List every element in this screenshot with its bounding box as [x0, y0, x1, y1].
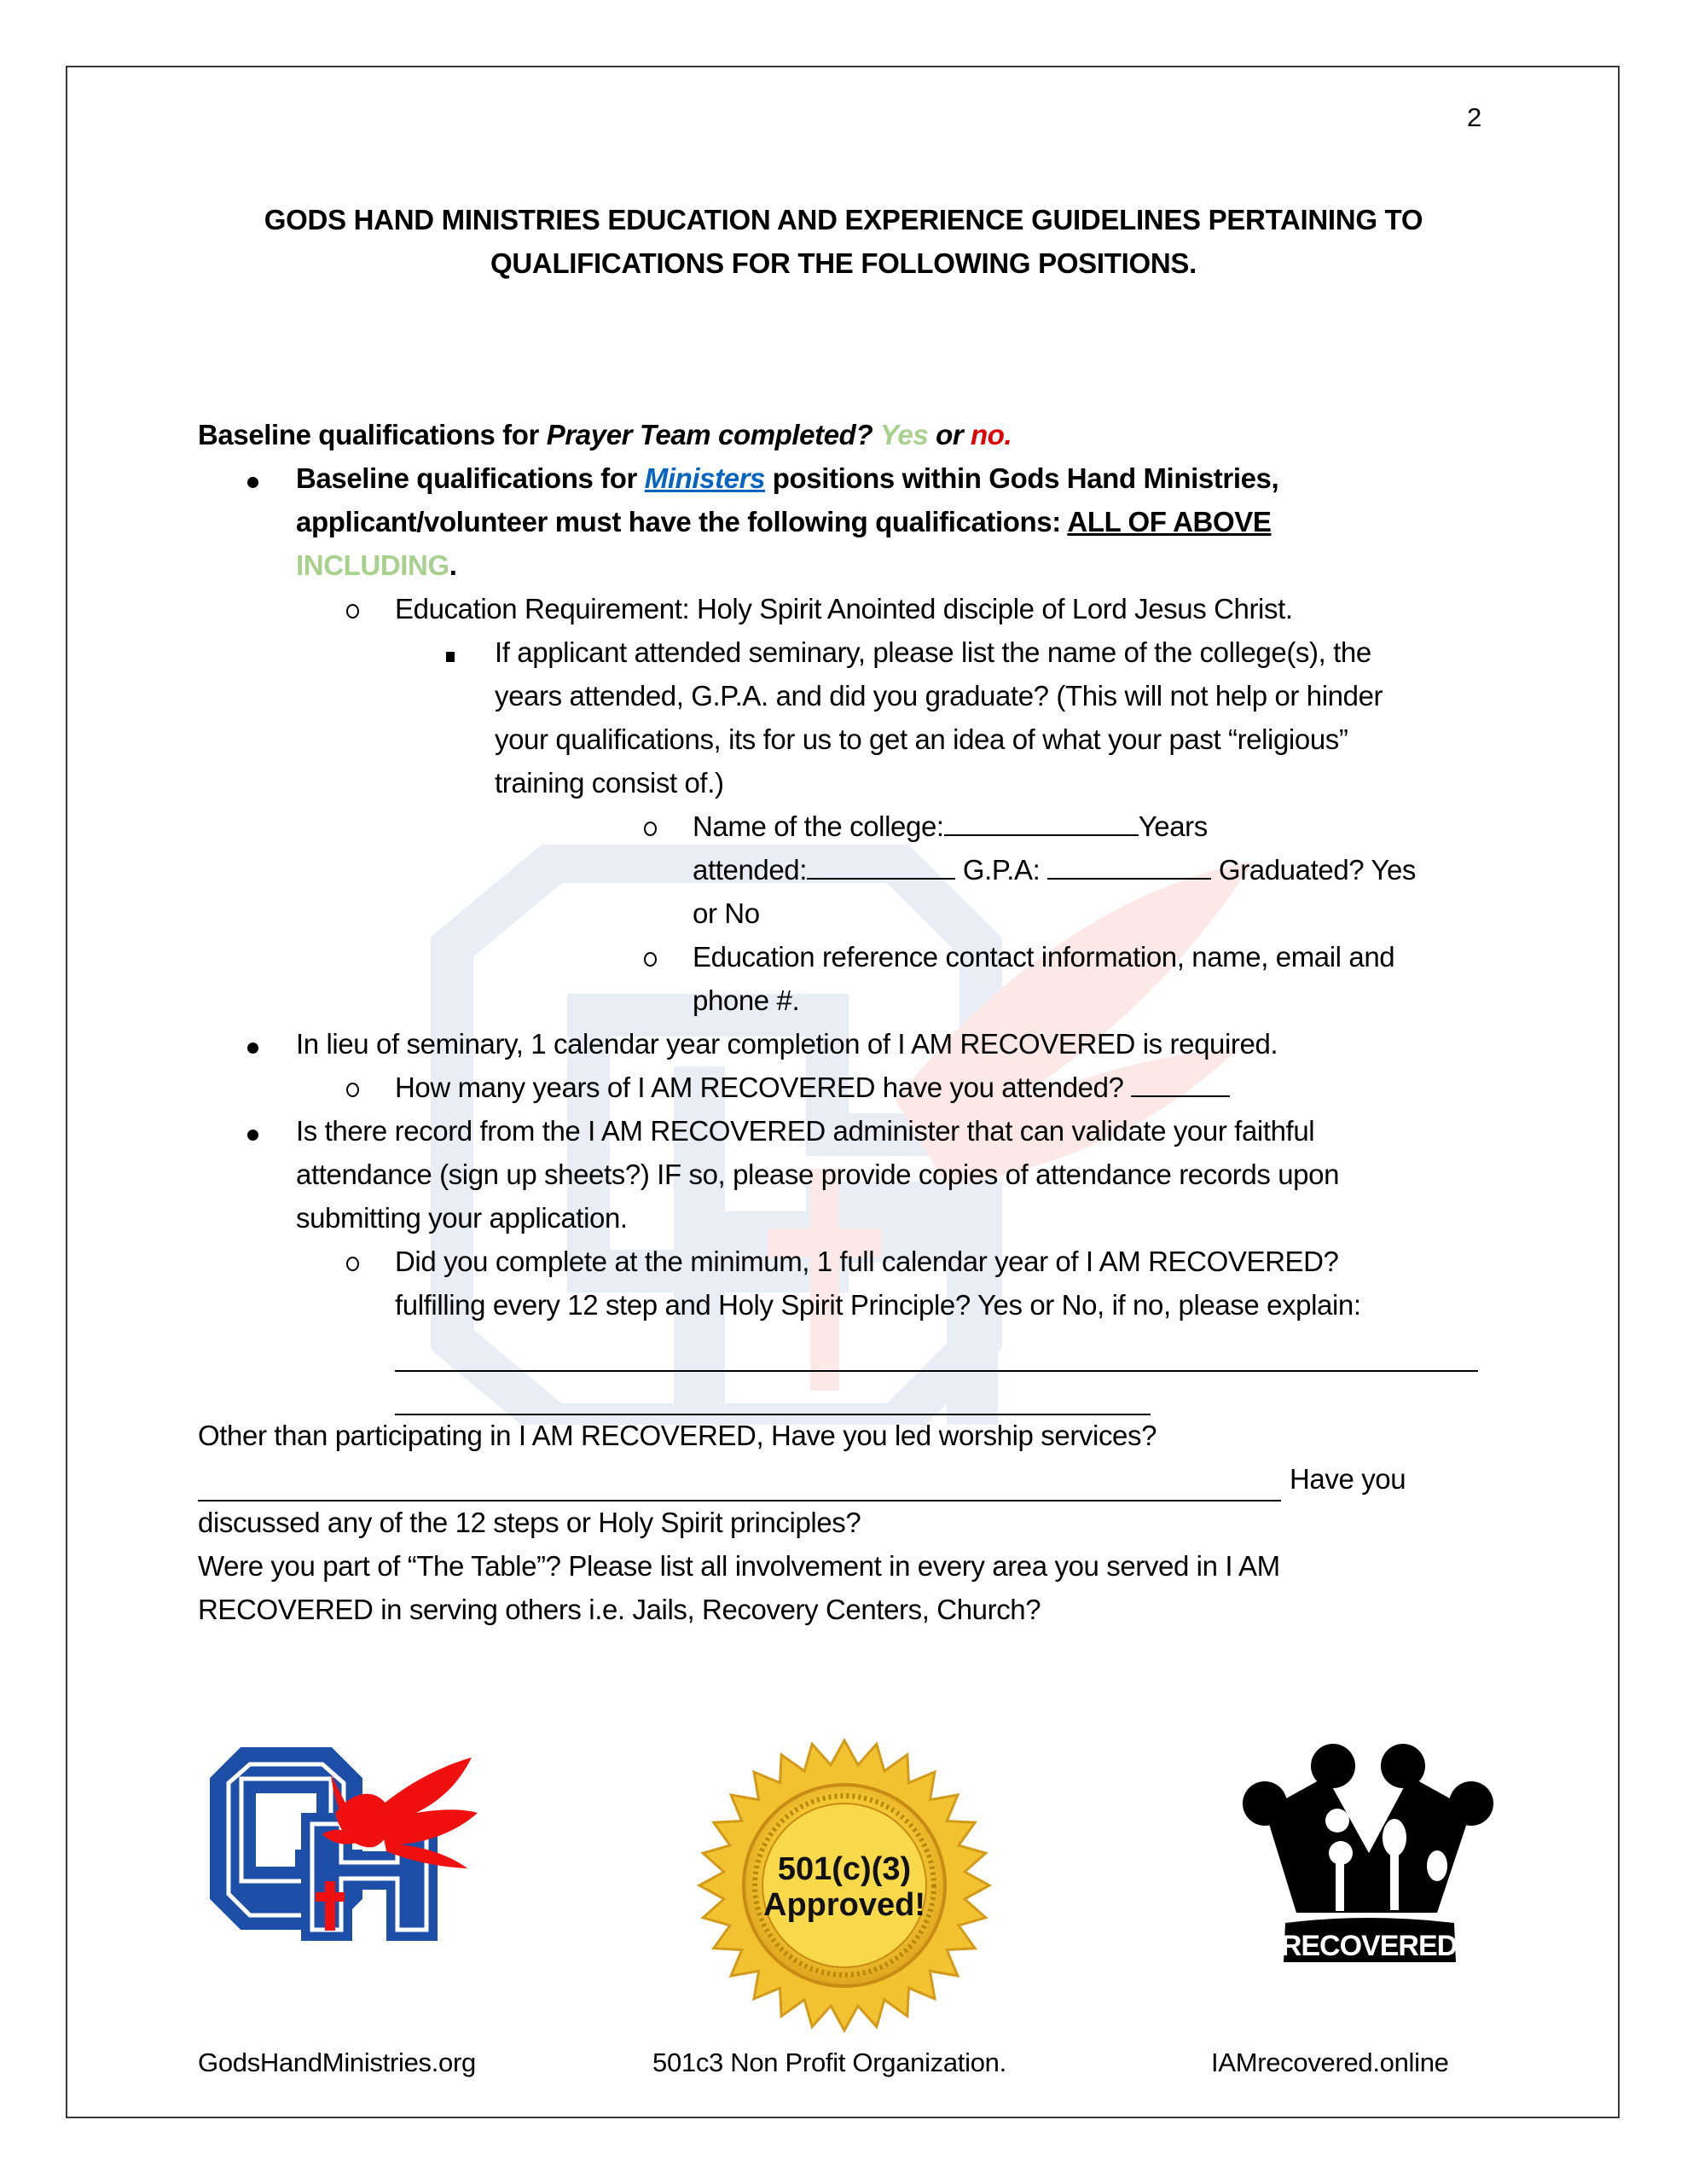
- worship-question: Other than participating in I AM RECOVERED, Have you led worship services?: [198, 1420, 1157, 1451]
- yes-option: Yes: [879, 419, 929, 450]
- footer-left-website[interactable]: GodsHandMinistries.org: [198, 2048, 476, 2077]
- sub-bullet-reference: [644, 935, 657, 979]
- gpa-label: G.P.A:: [962, 854, 1041, 886]
- title-line-1: GODS HAND MINISTRIES EDUCATION AND EXPERIENCE GUIDELINES PERTAINING TO: [264, 204, 1423, 235]
- college-name-line: [693, 804, 1208, 848]
- record-line-1: Is there record from the I AM RECOVERED administer that can validate your faithful: [296, 1115, 1315, 1147]
- table-question-line-1: Were you part of “The Table”? Please list all involvement in every area you served in I AM: [198, 1550, 1280, 1582]
- 501c3-seal-logo: [695, 1736, 994, 2035]
- bullet-dot-icon: [247, 477, 258, 488]
- attended-label: attended:: [693, 854, 808, 886]
- bullet-3: [247, 1109, 258, 1153]
- seal-line-2: Approved!: [763, 1887, 925, 1923]
- ministers-suffix: positions within Gods Hand Ministries,: [765, 462, 1279, 494]
- college-name-label: Name of the college:: [693, 810, 944, 842]
- footer-right-website[interactable]: IAMrecovered.online: [1211, 2048, 1449, 2077]
- college-name-field[interactable]: [944, 809, 1139, 836]
- all-of-above-text: ALL OF ABOVE: [1067, 506, 1272, 537]
- bullet-dot-icon: [247, 1130, 258, 1141]
- record-line-3: submitting your application.: [296, 1202, 628, 1234]
- page-number: 2: [1467, 102, 1482, 132]
- education-requirement: Education Requirement: Holy Spirit Anointed disciple of Lord Jesus Christ.: [395, 593, 1293, 624]
- bullet-dot-icon: [247, 1043, 258, 1054]
- circle-bullet-icon: [346, 1257, 359, 1271]
- bullet-2: [247, 1022, 258, 1066]
- including-text: INCLUDING: [296, 549, 449, 581]
- how-many-years-line: [395, 1066, 1230, 1109]
- gpa-field[interactable]: [1047, 852, 1211, 880]
- how-many-years-label: How many years of I AM RECOVERED have you attended?: [395, 1072, 1124, 1103]
- explain-field-line-1[interactable]: [395, 1370, 1478, 1372]
- prayer-team-prefix: Baseline qualifications for: [198, 419, 547, 450]
- complete-year-line-2: fulfilling every 12 step and Holy Spirit Principle? Yes or No, if no, please explain:: [395, 1289, 1361, 1321]
- no-option: no.: [971, 419, 1012, 450]
- table-question-line-2: RECOVERED in serving others i.e. Jails, Recovery Centers, Church?: [198, 1594, 1041, 1625]
- years-attended-recovered-field[interactable]: [1131, 1070, 1230, 1097]
- crown-logo-text: RECOVERED: [1280, 1930, 1458, 1962]
- period: .: [449, 549, 457, 581]
- circle-bullet-icon: [644, 952, 657, 967]
- sub-bullet-1: [346, 587, 359, 630]
- page-title: [196, 198, 1491, 285]
- sub-bullet-complete: [346, 1240, 359, 1283]
- education-reference-line-1: Education reference contact information, name, email and: [693, 941, 1395, 973]
- square-bullet-icon: [446, 652, 455, 662]
- in-lieu-text: In lieu of seminary, 1 calendar year completion of I AM RECOVERED is required.: [296, 1028, 1278, 1060]
- gods-hand-logo: [203, 1740, 484, 1962]
- sub-bullet-years: [346, 1066, 359, 1109]
- seminary-line-4: training consist of.): [495, 767, 724, 799]
- sub-bullet-college: [644, 804, 657, 848]
- circle-bullet-icon: [346, 1083, 359, 1097]
- seminary-line-1: If applicant attended seminary, please list the name of the college(s), the: [495, 636, 1371, 668]
- complete-year-line-1: Did you complete at the minimum, 1 full calendar year of I AM RECOVERED?: [395, 1246, 1339, 1277]
- circle-bullet-icon: [346, 604, 359, 619]
- education-reference-line-2: phone #.: [693, 985, 800, 1016]
- bullet-1: [247, 456, 258, 500]
- footer-center-text: 501c3 Non Profit Organization.: [652, 2048, 1006, 2077]
- ministers-line-1: [296, 456, 1278, 500]
- title-line-2: QUALIFICATIONS FOR THE FOLLOWING POSITIONS.: [490, 247, 1197, 279]
- college-attended-line: [693, 848, 1416, 892]
- graduated-label: Graduated? Yes: [1218, 854, 1417, 886]
- ministers-prefix: Baseline qualifications for: [296, 462, 645, 494]
- years-label: Years: [1138, 810, 1208, 842]
- circle-bullet-icon: [644, 822, 657, 836]
- seal-line-1: 501(c)(3): [777, 1851, 912, 1887]
- ministers-link[interactable]: Ministers: [644, 462, 766, 494]
- i-am-recovered-crown-logo: [1224, 1742, 1497, 1972]
- square-bullet: [446, 630, 455, 674]
- or-text: or: [936, 419, 964, 450]
- record-line-2: attendance (sign up sheets?) IF so, please provide copies of attendance records upon: [296, 1159, 1340, 1190]
- ministers-line-3: [296, 543, 457, 587]
- have-you-text: Have you: [1290, 1463, 1406, 1495]
- ministers-line2-prefix: applicant/volunteer must have the following qualifications:: [296, 506, 1068, 537]
- seminary-line-2: years attended, G.P.A. and did you graduate? (This will not help or hinder: [495, 680, 1383, 712]
- years-attended-field[interactable]: [807, 852, 955, 880]
- discussed-question: discussed any of the 12 steps or Holy Spirit principles?: [198, 1507, 861, 1538]
- prayer-team-italic: Prayer Team completed?: [546, 419, 873, 450]
- prayer-team-question: [198, 413, 1012, 456]
- or-no-line: or No: [693, 897, 760, 929]
- ministers-line-2: [296, 500, 1271, 543]
- seminary-line-3: your qualifications, its for us to get an idea of what your past “religious”: [495, 723, 1348, 755]
